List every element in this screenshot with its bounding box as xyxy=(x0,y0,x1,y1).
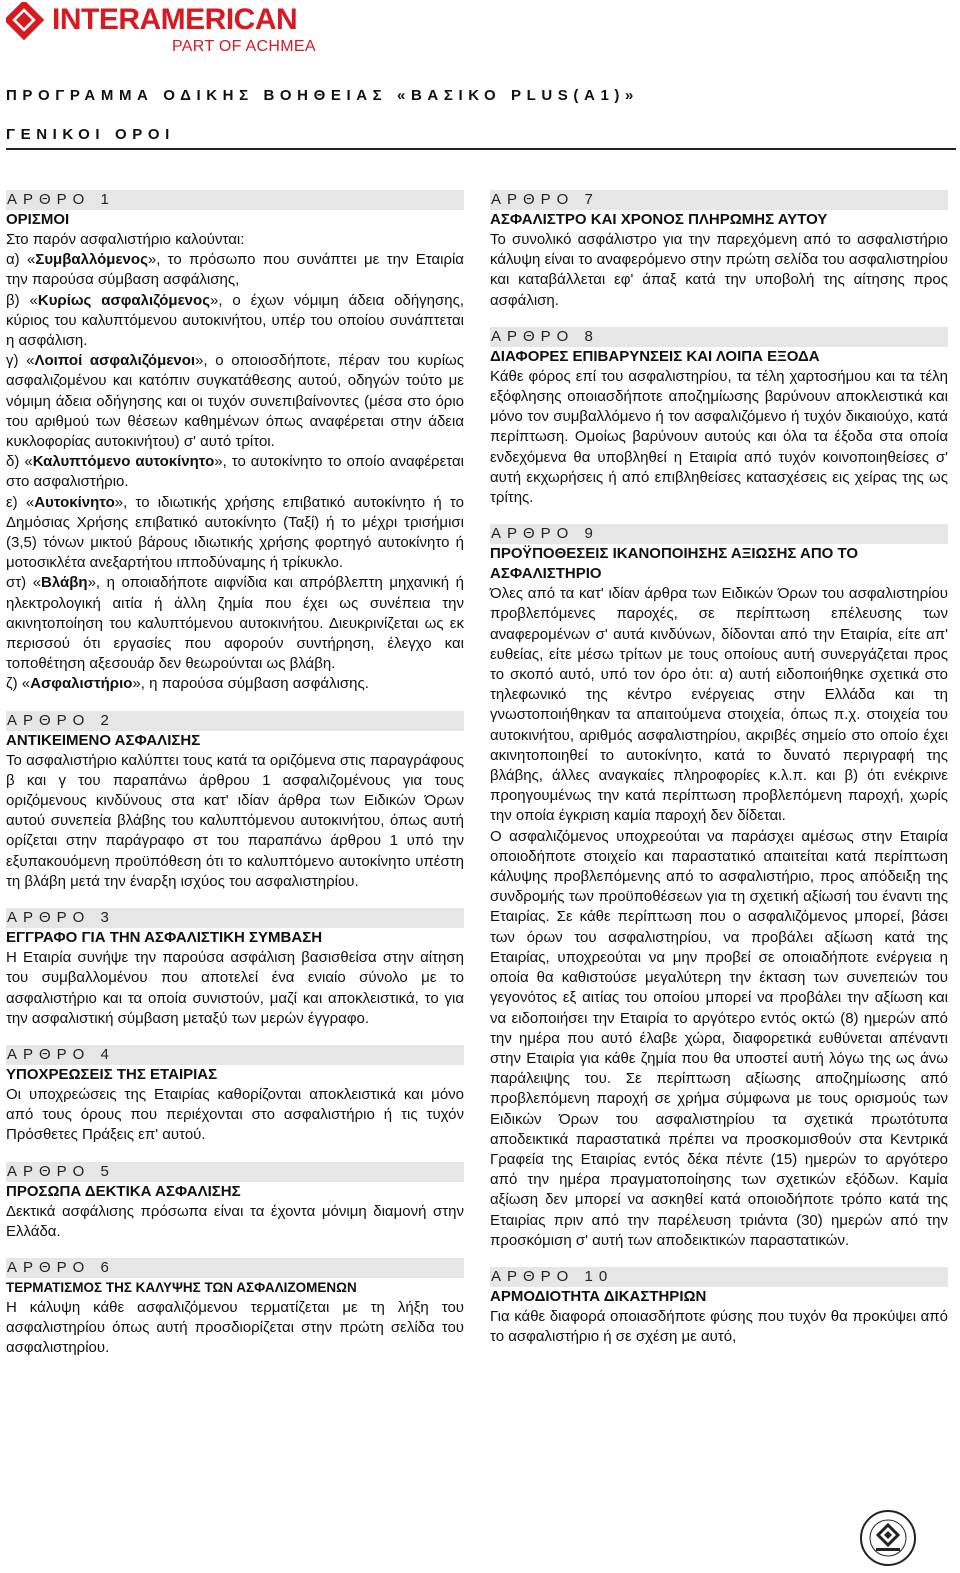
definition-other-insured: γ) «Λοιποί ασφαλιζόμενοι», ο οποιοσδήποτε, πέραν του κυρίως ασφαλιζομένου και κατόπιν συγκατάθεσης αυτού, οδηγών τούτο με νόμιμη άδεια οδήγησης και οι τυχόν συνεπιβαίνοντες (μέσα στο όριο του αριθμού των θέσεων καθημένων όπως αναφέρεται στην άδεια κυκλοφορίας αυτοκινήτου) σ' αυτό τρίτοι. xyxy=(6,352,464,451)
article-paragraph: Όλες από τα κατ' ιδίαν άρθρα των Ειδικών Όρων του ασφαλιστηρίου προβλεπόμενες παροχές, σε περίπτωση επέλευσης των αναφερομένων σ' αυτά κινδύνων, δίδονται από την Εταιρία, είτε απ' ευθείας, είτε μέσω τρίτων με τους οποίους αυτή συνεργάζεται προς το σκοπό αυτό, υπό τον όρο ότι: α) αυτή ειδοποιήθηκε σχετικά στο τηλεφωνικό της κέντρο ενέργειας στην Ελλάδα και τη γνωστοποιήθηκαν τα απαιτούμενα στοιχεία, όπως π.χ. στοιχεία του αυτοκινήτου, αριθμός ασφαλιστηρίου, ακριβές σημείο στο οποίο έχει ακινητοποιηθεί το αυτοκίνητο, κατά το δυνατό περιγραφή της βλάβης, άλλες αναγκαίες πληροφορίες κ.λ.π. και β) ότι ενέκρινε προηγουμένως την κατά περίπτωση προβλεπόμενη παροχή, χωρίς την οποία έγκριση καμία παροχή δεν δίδεται. xyxy=(490,585,948,825)
article-label: ΑΡΘΡΟ 10 xyxy=(490,1267,948,1287)
article-paragraph: Στο παρόν ασφαλιστήριο καλούνται: xyxy=(6,231,245,248)
article-7 xyxy=(490,190,948,311)
definition-breakdown: στ) «Βλάβη», η οποιαδήποτε αιφνίδια και απρόβλεπτη μηχανική ή ηλεκτρολογική αιτία ή άλλη ζημία που έχει ως συνέπεια την ακινητοποίηση του καλυπτόμενου αυτοκινήτου. Διευκρινίζεται ως εκ περισσού ότι εργασίες που αφορούν συντήρηση, έλεγχο και τοποθέτηση αξεσουάρ δεν θεωρούνται ως βλάβη. xyxy=(6,574,464,673)
article-9 xyxy=(490,524,948,1251)
article-label: ΑΡΘΡΟ 7 xyxy=(490,190,948,210)
article-title: ΤΕΡΜΑΤΙΣΜΟΣ ΤΗΣ ΚΑΛΥΨΗΣ ΤΩΝ ΑΣΦΑΛΙΖΟΜΕΝΩΝ xyxy=(6,1279,357,1295)
company-seal-icon xyxy=(858,1508,918,1568)
right-column xyxy=(490,190,948,1363)
brand-tagline: PART OF ACHMEA xyxy=(172,38,316,55)
article-paragraph: Για κάθε διαφορά οποιασδήποτε φύσης που τυχόν θα προκύψει από το ασφαλιστήριο ή σε σχέση με αυτό, xyxy=(490,1307,948,1346)
article-label: ΑΡΘΡΟ 4 xyxy=(6,1045,464,1065)
article-paragraph: Η κάλυψη κάθε ασφαλιζόμενου τερματίζεται με τη λήξη του ασφαλιστηρίου όπως αυτή προσδιορίζεται στην πρώτη σελίδα του ασφαλιστηρίου. xyxy=(6,1298,464,1357)
article-6 xyxy=(6,1258,464,1359)
definition-covered-vehicle: δ) «Καλυπτόμενο αυτοκίνητο», το αυτοκίνητο το οποίο αναφέρεται στο ασφαλιστήριο. xyxy=(6,453,464,491)
article-label: ΑΡΘΡΟ 5 xyxy=(6,1162,464,1182)
article-label: ΑΡΘΡΟ 9 xyxy=(490,524,948,544)
article-label: ΑΡΘΡΟ 6 xyxy=(6,1258,464,1278)
interamerican-logo-icon xyxy=(6,2,46,42)
article-paragraph: Οι υποχρεώσεις της Εταιρίας καθορίζονται αποκλειστικά και μόνο από τους όρους που περιέχονται στο ασφαλιστήριο ή τις τυχόν Πρόσθετες Πράξεις επ' αυτού. xyxy=(6,1085,464,1144)
definition-vehicle: ε) «Αυτοκίνητο», το ιδιωτικής χρήσης επιβατικό αυτοκίνητο ή το Δημόσιας Χρήσης επιβατικό αυτοκίνητο (Ταξί) ή το μέχρι τρισήμισι (3,5) τόνων μικτού βάρους ιδιωτικής χρήσης φορτηγό αυτοκίνητο ή μοτοσικλέτα ανεξαρτήτου ιπποδύναμης ή τρίκυκλο. xyxy=(6,493,464,572)
article-title: ΔΙΑΦΟΡΕΣ ΕΠΙΒΑΡΥΝΣΕΙΣ ΚΑΙ ΛΟΙΠΑ ΕΞΟΔΑ xyxy=(490,347,820,365)
article-8 xyxy=(490,327,948,508)
definition-main-insured: β) «Κυρίως ασφαλιζόμενος», ο έχων νόμιμη άδεια οδήγησης, κύριος του καλυπτόμενου αυτοκινήτου, υπέρ του οποίου συνάπτεται η ασφάλιση. xyxy=(6,291,465,350)
article-title: ΑΡΜΟΔΙΟΤΗΤΑ ΔΙΚΑΣΤΗΡΙΩΝ xyxy=(490,1287,707,1305)
left-column xyxy=(6,190,464,1375)
article-paragraph: Δεκτικά ασφάλισης πρόσωπα είναι τα έχοντα μόνιμη διαμονή στην Ελλάδα. xyxy=(6,1202,464,1240)
article-label: ΑΡΘΡΟ 1 xyxy=(6,190,464,210)
program-title: ΠΡΟΓΡΑΜΜΑ ΟΔΙΚΗΣ ΒΟΗΘΕΙΑΣ «ΒΑΣΙΚΟ PLUS(Α1)» xyxy=(6,87,639,104)
article-5 xyxy=(6,1162,464,1242)
article-4 xyxy=(6,1045,464,1146)
header-divider xyxy=(6,148,956,150)
brand-logo xyxy=(6,2,336,62)
article-paragraph: Κάθε φόρος επί του ασφαλιστηρίου, τα τέλη χαρτοσήμου και τα τέλη εξόφλησης οποιασδήποτε αποζημίωσης βαρύνουν αποκλειστικά και μόνο τον συμβαλλόμενο ή τον ασφαλιζόμενο ή τυχόν δικαιούχο, κατά περίπτωση. Ομοίως βαρύνουν αυτούς και όλα τα έξοδα στα οποία ενδεχόμενα θα υποβληθεί η Εταιρία από τυχόν κοινοποιηθείσες σ' αυτή εκχωρήσεις ή από επιβληθείσες κατασχέσεις εις χείρας της ως τρίτης. xyxy=(490,367,948,507)
definition-policy: ζ) «Ασφαλιστήριο», η παρούσα σύμβαση ασφάλισης. xyxy=(6,675,369,693)
article-title: ΑΝΤΙΚΕΙΜΕΝΟ ΑΣΦΑΛΙΣΗΣ xyxy=(6,731,201,749)
article-label: ΑΡΘΡΟ 8 xyxy=(490,327,948,347)
article-title: ΥΠΟΧΡΕΩΣΕΙΣ ΤΗΣ ΕΤΑΙΡΙΑΣ xyxy=(6,1065,218,1083)
definition-contracting-party: α) «Συμβαλλόμενος», το πρόσωπο που συνάπτει με την Εταιρία την παρούσα σύμβαση ασφάλισης, xyxy=(6,251,464,289)
article-label: ΑΡΘΡΟ 2 xyxy=(6,711,464,731)
article-3 xyxy=(6,908,464,1029)
article-paragraph: Το ασφαλιστήριο καλύπτει τους κατά τα οριζόμενα στις παραγράφους β και γ του παραπάνω άρθρου 1 ασφαλιζομένους για τους οριζόμενους κινδύνους στα κατ' ιδίαν άρθρα των Ειδικών Όρων αυτού συνεπεία βλάβης του καλυπτόμενου αυτοκινήτου, όπως αυτή ορίζεται στην παράγραφο στ του παραπάνω άρθρου 1 υπό την εξυπακουόμενη προϋπόθεση ότι το καλυπτόμενο αυτοκίνητο υπέστη τη βλάβη μετά την έναρξη ισχύος του ασφαλιστηρίου. xyxy=(6,751,464,890)
article-title: ΕΓΓΡΑΦΟ ΓΙΑ ΤΗΝ ΑΣΦΑΛΙΣΤΙΚΗ ΣΥΜΒΑΣΗ xyxy=(6,929,323,947)
article-title: ΟΡΙΣΜΟΙ xyxy=(6,211,70,228)
article-paragraph: Η Εταιρία συνήψε την παρούσα ασφάλιση βασισθείσα στην αίτηση του συμβαλλομένου που αποτελεί ένα ενιαίο σύνολο με το ασφαλιστήριο και τα οποία συνιστούν, μαζί και αποκλειστικά, το για την ασφαλιστική σύμβαση μεταξύ των μερών έγγραφο. xyxy=(6,949,464,1027)
general-terms-title: ΓΕΝΙΚΟΙ ΟΡΟΙ xyxy=(6,126,175,143)
article-title: ΠΡΟΫΠΟΘΕΣΕΙΣ ΙΚΑΝΟΠΟΙΗΣΗΣ ΑΞΙΩΣΗΣ ΑΠΟ ΤΟ ΑΣΦΑΛΙΣΤΗΡΙΟ xyxy=(490,545,859,583)
brand-name: INTERAMERICAN xyxy=(52,3,298,36)
article-2 xyxy=(6,711,464,892)
article-10 xyxy=(490,1267,948,1347)
article-paragraph: Ο ασφαλιζόμενος υποχρεούται να παράσχει αμέσως στην Εταιρία οποιοδήποτε στοιχείο και παραστατικό απαιτείται κατά περίπτωση κάλυψης προβλεπόμενης από το ασφαλιστήριο, προς απόδειξη της συνδρομής των προϋποθέσεων για τη σχετική αξίωσή του έναντι της Εταιρίας. Σε κάθε περίπτωση που ο ασφαλιζόμενος μπορεί, βάσει των όρων του ασφαλιστηρίου, να προβάλει αξίωση κατά της Εταιρίας, υποχρεούται να μην προβεί σε οποιαδήποτε ενέργεια η οποία θα καθιστούσε μεγαλύτερη την έκταση των συνεπειών του γεγονότος εξ αιτίας του οποίου μπορεί να προβάλει την αξίωση και να ειδοποιήσει την Εταιρία το αργότερο εντός οκτώ (8) ημερών από την ημέρα που αυτό έλαβε χώρα, διαφορετικά ευθύνεται απέναντι στην Εταιρία για κάθε ζημία που θα υποστεί αυτή λόγω της ως άνω παράλειψης του. Σε περίπτωση αξίωσης αποζημίωσης από προβλεπόμενη παροχή σε χρήμα σύμφωνα με τους ορισμούς των Ειδικών Όρων του ασφαλιστηρίου τα σχετικά πρωτότυπα αποδεικτικά παραστατικά πρέπει να προσκομισθούν στα Κεντρικά Γραφεία της Εταιρίας εντός δέκα πέντε (15) ημερών το αργότερο από την ημέρα πραγματοποίησης των σχετικών εξόδων. Καμία αξίωση δεν μπορεί να ασκηθεί κατά οποιοδήποτε τρόπο κατά της Εταιρίας πριν από την παρέλευση τριάντα (30) ημερών από την προσκόμιση σ' αυτή των αποδεικτικών παραστατικών. xyxy=(490,827,948,1249)
article-label: ΑΡΘΡΟ 3 xyxy=(6,908,464,928)
article-title: ΑΣΦΑΛΙΣΤΡΟ ΚΑΙ ΧΡΟΝΟΣ ΠΛΗΡΩΜΗΣ ΑΥΤΟΥ xyxy=(490,211,828,228)
article-title: ΠΡΟΣΩΠΑ ΔΕΚΤΙΚΑ ΑΣΦΑΛΙΣΗΣ xyxy=(6,1182,241,1200)
article-1 xyxy=(6,190,464,695)
article-paragraph: Το συνολικό ασφάλιστρο για την παρεχόμενη από το ασφαλιστήριο κάλυψη είναι το αναφερόμενο στην πρώτη σελίδα του ασφαλιστηρίου και καταβάλλεται εφ' άπαξ κατά την υποβολή της αίτησης προς ασφάλιση. xyxy=(490,231,948,309)
